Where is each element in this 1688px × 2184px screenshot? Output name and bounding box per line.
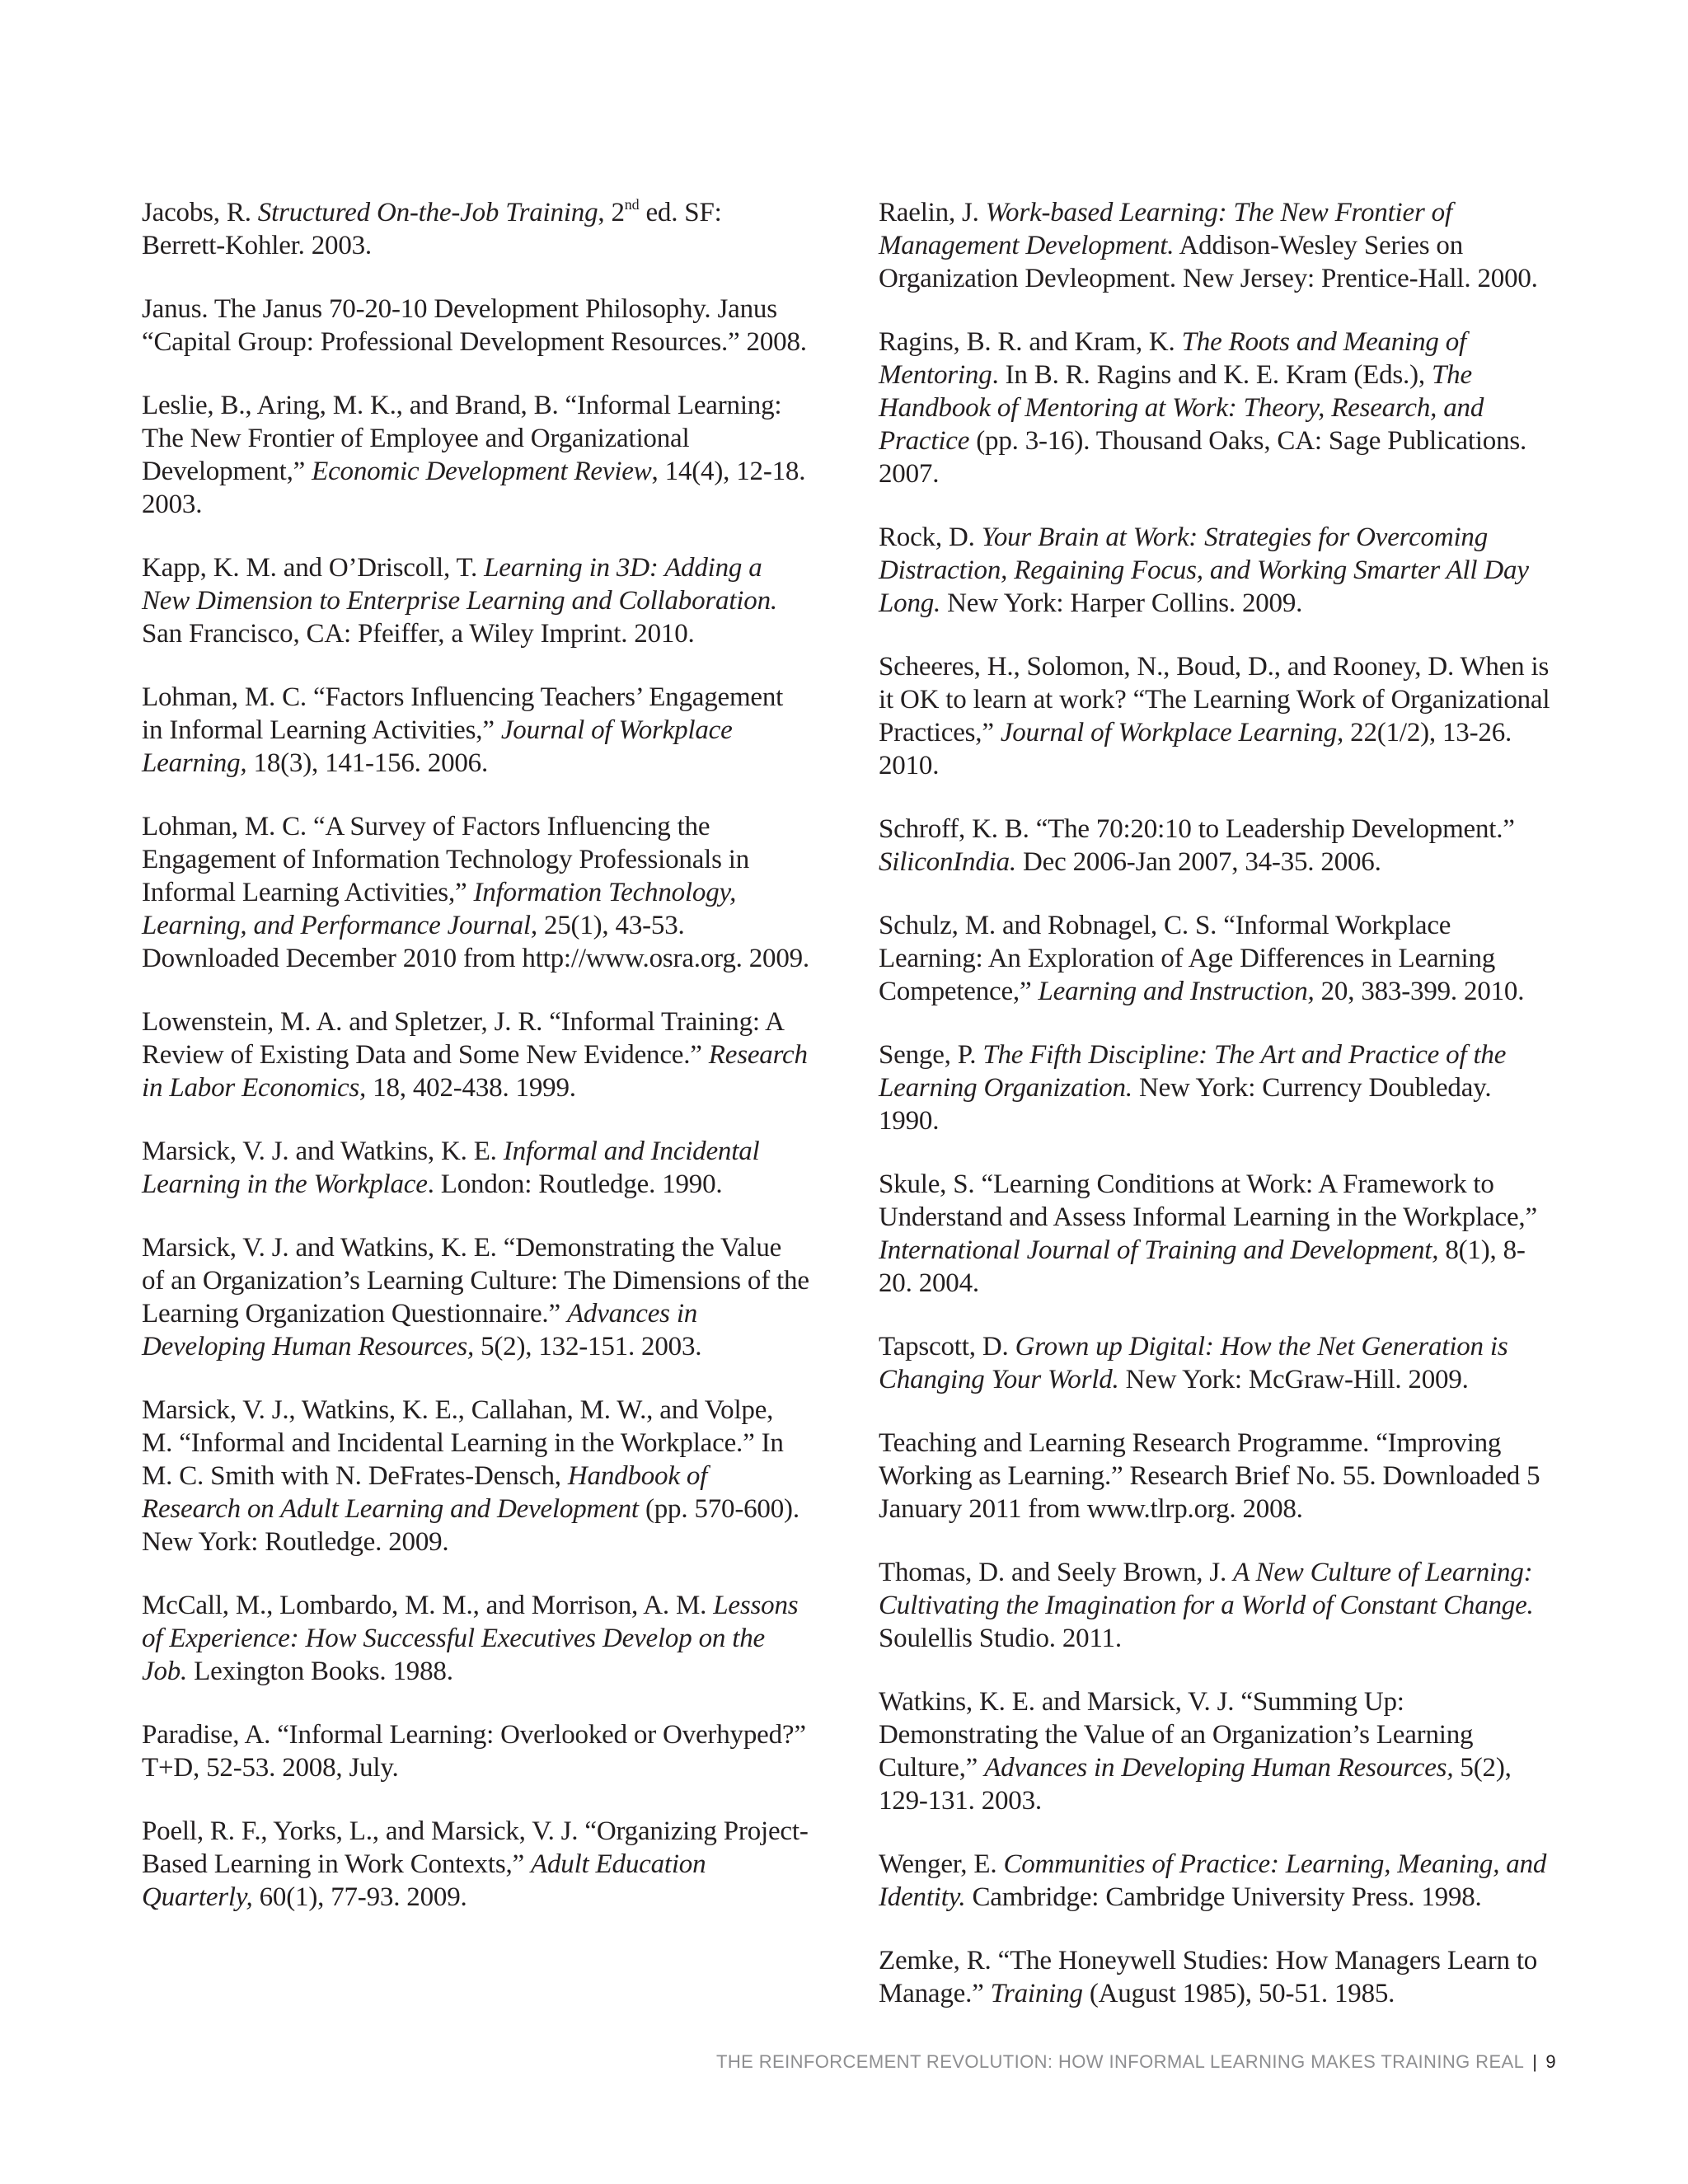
reference-title-italic: The Fifth Discipline: The Art and Practice of the Learning Organization.: [879, 1040, 1507, 1103]
reference-entry: [879, 1168, 1554, 1300]
reference-title-italic: A New Culture of Learning: Cultivating the Imagination for a World of Constant Change.: [879, 1558, 1534, 1620]
reference-entry: [142, 681, 809, 780]
reference-title-italic: Communities of Practice: Learning, Meaning, and Identity.: [879, 1849, 1547, 1912]
reference-title-italic: Work-based Learning: The New Frontier of Management Development.: [879, 198, 1452, 260]
reference-text: New York: McGraw-Hill. 2009.: [1118, 1365, 1469, 1394]
page-number: 9: [1545, 2051, 1556, 2072]
reference-text: (August 1985), 50-51. 1985.: [1082, 1979, 1395, 2008]
reference-text: Soulellis Studio. 2011.: [879, 1624, 1122, 1653]
reference-text: , 14(4), 12-18. 2003.: [142, 457, 806, 519]
reference-text: Senge, P.: [879, 1040, 983, 1070]
page-footer: [716, 2051, 1556, 2073]
reference-text: . In B. R. Ragins and K. E. Kram (Eds.),: [992, 360, 1432, 390]
reference-text: Zemke, R. “The Honeywell Studies: How Managers Learn to Manage.”: [879, 1946, 1538, 2008]
reference-text: New York: Harper Collins. 2009.: [940, 588, 1303, 618]
reference-title-italic: Economic Development Review: [312, 457, 652, 486]
reference-title-italic: Learning and Instruction,: [1038, 977, 1315, 1006]
reference-text: (pp. 570-600). New York: Routledge. 2009.: [142, 1494, 799, 1557]
reference-entry: [879, 1556, 1554, 1655]
reference-entry: [879, 521, 1554, 620]
reference-text: Schulz, M. and Robnagel, C. S. “Informal Workplace Learning: An Exploration of Age Differences in Learning Competence,”: [879, 911, 1496, 1006]
reference-title-italic: Journal of Workplace Learning,: [1000, 718, 1344, 748]
reference-entry: [879, 1330, 1554, 1396]
reference-entry: [879, 1944, 1554, 2010]
references-right-column: [879, 196, 1554, 2041]
reference-text: Thomas, D. and Seely Brown, J.: [879, 1558, 1234, 1587]
reference-text: , 2: [598, 198, 625, 227]
reference-entry: [142, 1718, 809, 1784]
reference-text: New York: Currency Doubleday. 1990.: [879, 1073, 1492, 1136]
reference-entry: [142, 389, 809, 521]
reference-title-italic: Grown up Digital: How the Net Generation is Changing Your World.: [879, 1332, 1508, 1394]
reference-entry: [142, 293, 809, 359]
reference-entry: [879, 326, 1554, 490]
reference-entry: [879, 650, 1554, 782]
reference-entry: [879, 909, 1554, 1008]
reference-text: Schroff, K. B. “The 70:20:10 to Leadership Development.”: [879, 814, 1515, 844]
footer-separator: |: [1532, 2051, 1538, 2072]
reference-text: 20, 383-399. 2010.: [1314, 977, 1525, 1006]
reference-text: (pp. 3-16). Thousand Oaks, CA: Sage Publications. 2007.: [879, 426, 1527, 489]
reference-text: Watkins, K. E. and Marsick, V. J. “Summing Up: Demonstrating the Value of an Organization’s Learning Culture,”: [879, 1687, 1474, 1783]
reference-title-italic: Handbook of Research on Adult Learning and Development: [142, 1461, 708, 1524]
reference-text: 5(2), 132-151. 2003.: [474, 1332, 702, 1361]
reference-title-italic: International Journal of Training and Development,: [879, 1235, 1439, 1265]
reference-text: Dec 2006-Jan 2007, 34-35. 2006.: [1015, 847, 1381, 877]
reference-text: Kapp, K. M. and O’Driscoll, T.: [142, 553, 485, 583]
reference-text: Poell, R. F., Yorks, L., and Marsick, V. J. “Organizing Project-Based Learning in Work Contexts,”: [142, 1816, 809, 1879]
reference-title-italic: Your Brain at Work: Strategies for Overcoming Distraction, Regaining Focus, and Working Smarter All Day Long.: [879, 523, 1529, 618]
footer-running-title: THE REINFORCEMENT REVOLUTION: HOW INFORMAL LEARNING MAKES TRAINING REAL: [716, 2051, 1525, 2072]
reference-title-italic: SiliconIndia.: [879, 847, 1016, 877]
reference-superscript: nd: [624, 196, 640, 213]
reference-title-italic: Advances in Developing Human Resources,: [142, 1299, 698, 1361]
reference-text: . London: Routledge. 1990.: [427, 1169, 723, 1199]
reference-title-italic: Structured On-the-Job Training: [257, 198, 598, 227]
reference-text: Jacobs, R.: [142, 198, 258, 227]
reference-text: Rock, D.: [879, 523, 982, 552]
reference-entry: [142, 1589, 809, 1688]
reference-text: McCall, M., Lombardo, M. M., and Morrison, A. M.: [142, 1591, 714, 1620]
reference-entry: [879, 813, 1554, 879]
reference-title-italic: Informal and Incidental Learning in the Workplace: [142, 1137, 760, 1199]
reference-entry: [142, 1231, 809, 1363]
reference-entry: [142, 810, 809, 975]
reference-text: 25(1), 43-53. Downloaded December 2010 from http://www.osra.org. 2009.: [142, 911, 809, 973]
reference-text: ed. SF: Berrett-Kohler. 2003.: [142, 198, 722, 260]
reference-text: Leslie, B., Aring, M. K., and Brand, B. “Informal Learning: The New Frontier of Employee and Organizational Development,”: [142, 391, 782, 486]
reference-entry: [879, 1685, 1554, 1817]
reference-title-italic: The Roots and Meaning of Mentoring: [879, 327, 1466, 390]
reference-text: Tapscott, D.: [879, 1332, 1015, 1361]
reference-text: 18(3), 141-156. 2006.: [246, 748, 489, 778]
reference-text: Janus. The Janus 70-20-10 Development Philosophy. Janus “Capital Group: Professional Development Resources.” 2008.: [142, 294, 807, 357]
reference-text: Lowenstein, M. A. and Spletzer, J. R. “Informal Training: A Review of Existing Data and Some New Evidence.”: [142, 1007, 783, 1070]
reference-text: Marsick, V. J. and Watkins, K. E. “Demonstrating the Value of an Organization’s Learning Culture: The Dimensions of the Learning Organization Questionnaire.”: [142, 1233, 809, 1329]
reference-text: 22(1/2), 13-26. 2010.: [879, 718, 1512, 780]
reference-text: Marsick, V. J. and Watkins, K. E.: [142, 1137, 504, 1166]
reference-text: Addison-Wesley Series on Organization Devleopment. New Jersey: Prentice-Hall. 2000.: [879, 231, 1538, 293]
reference-text: Marsick, V. J., Watkins, K. E., Callahan, M. W., and Volpe, M. “Informal and Incidental Learning in the Workplace.” In M. C. Smith with N. DeFrates-Densch,: [142, 1395, 784, 1491]
reference-text: Teaching and Learning Research Programme. “Improving Working as Learning.” Research Brief No. 55. Downloaded 5 January 2011 from www.tlrp.org. 2008.: [879, 1428, 1540, 1524]
reference-title-italic: Learning in 3D: Adding a New Dimension to Enterprise Learning and Collaboration.: [142, 553, 777, 616]
reference-title-italic: Journal of Workplace Learning,: [142, 715, 733, 778]
reference-text: Paradise, A. “Informal Learning: Overlooked or Overhyped?” T+D, 52-53. 2008, July.: [142, 1720, 806, 1783]
reference-text: Ragins, B. R. and Kram, K.: [879, 327, 1182, 357]
reference-entry: [879, 1848, 1554, 1914]
reference-entry: [142, 1815, 809, 1914]
reference-text: Wenger, E.: [879, 1849, 1004, 1879]
reference-text: 18, 402-438. 1999.: [366, 1073, 576, 1103]
reference-text: Lohman, M. C. “Factors Influencing Teachers’ Engagement in Informal Learning Activities,”: [142, 682, 784, 745]
reference-entry: [142, 1135, 809, 1201]
reference-text: 5(2), 129-131. 2003.: [879, 1753, 1512, 1816]
reference-entry: [142, 1394, 809, 1558]
reference-entry: [142, 196, 809, 262]
reference-title-italic: The Handbook of Mentoring at Work: Theory, Research, and Practice: [879, 360, 1484, 456]
reference-text: 60(1), 77-93. 2009.: [252, 1882, 467, 1912]
reference-entry: [142, 1005, 809, 1104]
reference-text: Skule, S. “Learning Conditions at Work: A Framework to Understand and Assess Informal Learning in the Workplace,”: [879, 1169, 1537, 1232]
reference-entry: [142, 551, 809, 650]
reference-text: 8(1), 8-20. 2004.: [879, 1235, 1526, 1298]
reference-entry: [879, 1038, 1554, 1137]
reference-text: Raelin, J.: [879, 198, 986, 227]
references-left-column: [142, 196, 809, 1944]
reference-text: Cambridge: Cambridge University Press. 1998.: [965, 1882, 1482, 1912]
reference-text: Scheeres, H., Solomon, N., Boud, D., and Rooney, D. When is it OK to learn at work? “The Learning Work of Organizational Practices,”: [879, 652, 1550, 748]
reference-entry: [879, 196, 1554, 295]
reference-title-italic: Adult Education Quarterly,: [142, 1849, 706, 1912]
reference-title-italic: Information Technology, Learning, and Performance Journal,: [142, 878, 737, 940]
reference-title-italic: Lessons of Experience: How Successful Executives Develop on the Job.: [142, 1591, 799, 1686]
reference-text: Lexington Books. 1988.: [187, 1657, 453, 1686]
reference-entry: [879, 1427, 1554, 1526]
reference-title-italic: Research in Labor Economics,: [142, 1040, 808, 1103]
reference-title-italic: Training: [990, 1979, 1083, 2008]
reference-text: Lohman, M. C. “A Survey of Factors Influencing the Engagement of Information Technology Professionals in Informal Learning Activities,”: [142, 812, 750, 907]
reference-title-italic: Advances in Developing Human Resources,: [984, 1753, 1454, 1783]
reference-text: San Francisco, CA: Pfeiffer, a Wiley Imprint. 2010.: [142, 619, 695, 649]
